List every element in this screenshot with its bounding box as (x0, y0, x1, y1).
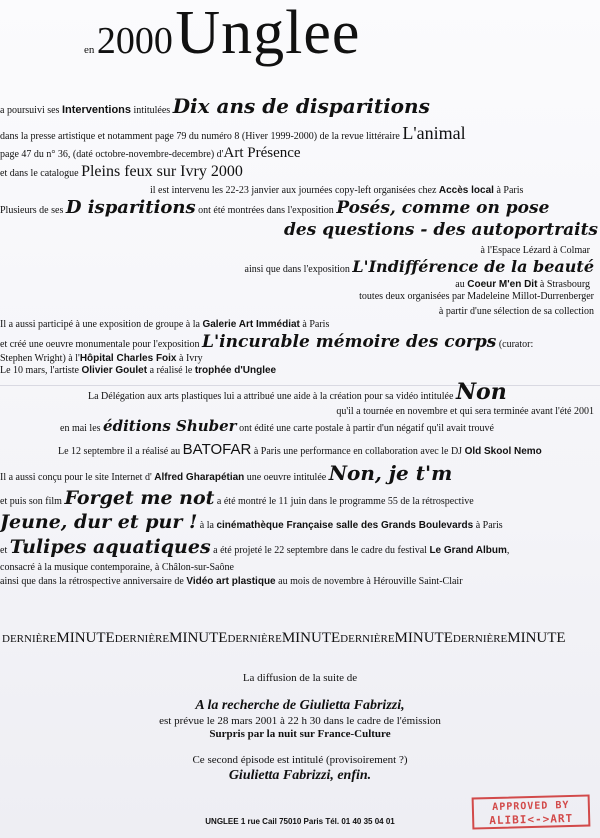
banner-big: MINUTE (507, 630, 566, 646)
line-incurable: et créé une oeuvre monumentale pour l'exposition L'incurable mémoire des corps (curator: (0, 332, 534, 352)
title-name: Unglee (175, 0, 361, 67)
line-batofar: Le 12 septembre il a réalisé au BATOFAR à Paris une performance en collaboration avec le DJ Old Skool Nemo (58, 441, 542, 458)
page-title (84, 0, 361, 67)
line-stephen-wright: Stephen Wright) à l'Hôpital Charles Foix à Ivry (0, 353, 203, 364)
approved-stamp (472, 794, 591, 829)
banner-small: DERNIÈRE (452, 633, 508, 645)
line-catalogue: et dans le catalogue Pleins feux sur Ivry 2000 (0, 163, 243, 180)
line-video-art: ainsi que dans la rétrospective anniversaire de Vidéo art plastique au mois de novembre à Hérouville Saint-Clair (0, 576, 463, 587)
line-musique: consacré à la musique contemporaine, à Châlon-sur-Saône (0, 562, 234, 573)
line-interventions: a poursuivi ses Interventions intitulées Dix ans de disparitions (0, 94, 430, 118)
announce-episode: Ce second épisode est intitulé (provisoirement ?) (192, 754, 408, 766)
line-indifference: ainsi que dans l'exposition L'Indifférence de la beauté (244, 257, 594, 276)
line-disparitions: Plusieurs de ses D isparitions ont été montrées dans l'exposition Posés, comme on pose (0, 197, 550, 218)
banner-small: DERNIÈRE (340, 633, 395, 645)
banner-big: MINUTE (56, 630, 115, 646)
line-shuber: en mai les éditions Shuber ont édité une carte postale à partir d'un négatif qu'il avait trouvé (60, 417, 494, 435)
announce-program: Surpris par la nuit sur France-Culture (209, 728, 391, 740)
derniere-minute-banner (2, 630, 566, 647)
line-forget-me-not: et puis son film Forget me not a été montré le 11 juin dans le programme 55 de la rétrospective (0, 487, 474, 509)
line-art-presence: page 47 du n° 36, (daté octobre-novembre-decembre) d'Art Présence (0, 145, 301, 161)
line-autoportraits: des questions - des autoportraits (284, 220, 598, 240)
line-galerie: Il a aussi participé à une exposition de groupe à la Galerie Art Immédiat à Paris (0, 319, 330, 330)
stamp-line-1: APPROVED BY (492, 799, 570, 814)
announce-date: est prévue le 28 mars 2001 à 22 h 30 dans le cadre de l'émission (159, 715, 441, 727)
banner-small: DERNIÈRE (227, 633, 282, 645)
announce-title: A la recherche de Giulietta Fabrizzi, (195, 698, 405, 713)
announcement (0, 672, 600, 784)
line-tournee: qu'il a tournée en novembre et qui sera terminée avant l'été 2001 (336, 406, 594, 417)
line-tulipes: et Tulipes aquatiques a été projeté le 22 septembre dans le cadre du festival Le Grand Album, (0, 536, 510, 558)
line-trophee: Le 10 mars, l'artiste Olivier Goulet a réalisé le trophée d'Unglee (0, 365, 277, 376)
title-year: 2000 (96, 20, 173, 62)
line-gharapetian: Il a aussi conçu pour le site Internet d' Alfred Gharapétian une oeuvre intitulée Non, je t'm (0, 461, 453, 485)
banner-big: MINUTE (394, 630, 453, 646)
banner-small: DERNIÈRE (2, 633, 57, 645)
line-copy-left: il est intervenu les 22-23 janvier aux journées copy-left organisées chez Accès local à Paris (150, 185, 524, 196)
line-espace-lezard: à l'Espace Lézard à Colmar (480, 245, 590, 256)
line-presse: dans la presse artistique et notamment page 79 du numéro 8 (Hiver 1999-2000) de la revue littéraire L'animal (0, 123, 466, 143)
stamp-line-2: ALIBI<->ART (489, 811, 574, 828)
banner-small: DERNIÈRE (114, 633, 170, 645)
line-selection: à partir d'une sélection de sa collection (438, 306, 594, 317)
line-delegation: La Délégation aux arts plastiques lui a attribué une aide à la création pour sa vidéo intitulée Non (88, 379, 507, 405)
banner-big: MINUTE (281, 630, 341, 646)
line-jeune-dur-pur: Jeune, dur et pur ! à la cinémathèque Française salle des Grands Boulevards à Paris (0, 511, 503, 533)
line-coeur: au Coeur M'en Dit à Strasbourg (455, 279, 590, 290)
banner-big: MINUTE (169, 630, 228, 646)
announce-intro: La diffusion de la suite de (242, 672, 358, 684)
line-organisees: toutes deux organisées par Madeleine Millot-Durrenberger (359, 291, 594, 302)
announce-episode-title: Giulietta Fabrizzi, enfin. (228, 768, 372, 783)
footer-address: UNGLEE 1 rue Cail 75010 Paris Tél. 01 40 35 04 01 (205, 817, 395, 826)
title-prefix: en (84, 44, 95, 56)
